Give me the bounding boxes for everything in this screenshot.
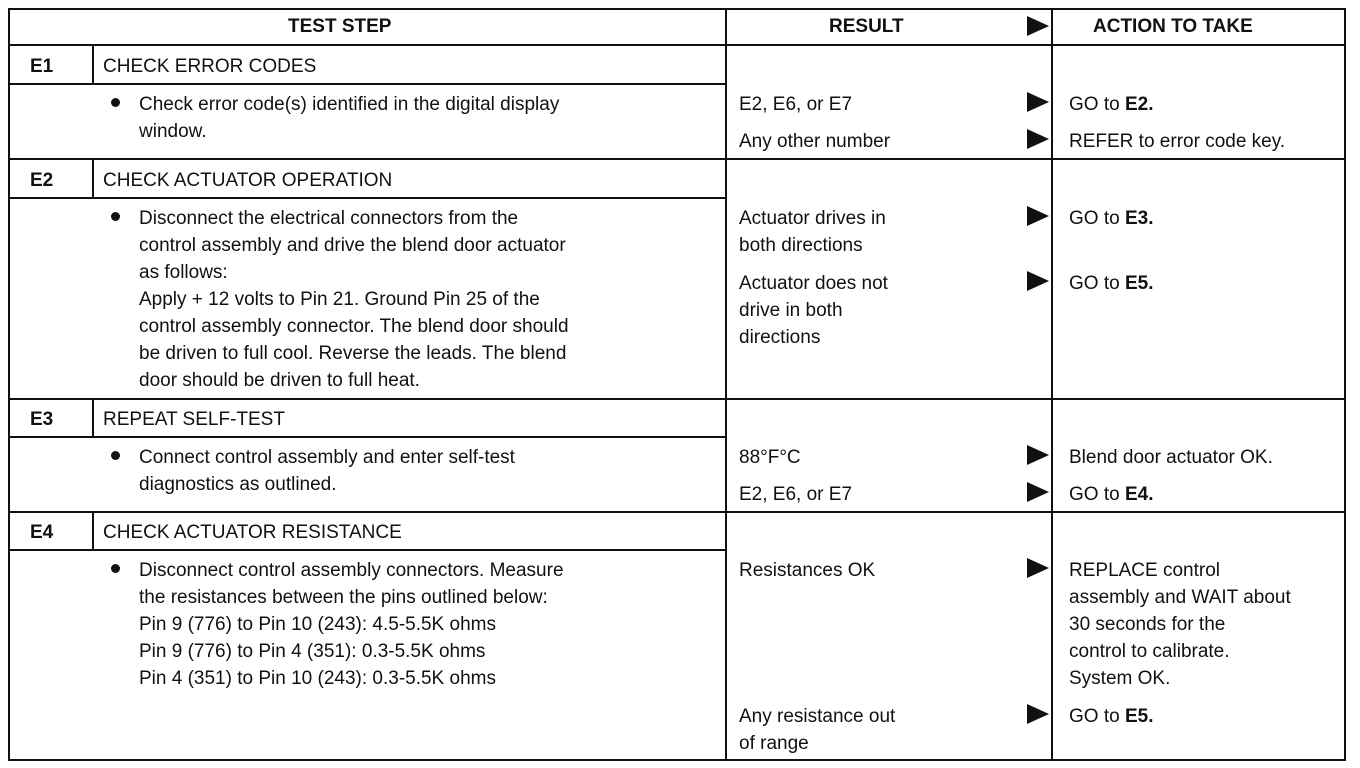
action-step-ref: E2.	[1124, 94, 1154, 115]
bullet-icon	[111, 564, 120, 573]
arrow-icon	[1027, 482, 1049, 502]
step-title-e3: REPEAT SELF-TEST	[103, 409, 285, 430]
header-test-step: TEST STEP	[288, 16, 392, 37]
result-text: E2, E6, or E7	[739, 94, 853, 115]
instruction-line: as follows:	[139, 262, 228, 283]
action-go-label: GO to	[1069, 208, 1125, 229]
step-id-divider	[92, 513, 94, 550]
result-text: Any other number	[739, 131, 891, 152]
arrow-icon	[1027, 558, 1049, 578]
step-id-divider	[92, 400, 94, 437]
step-id-divider	[92, 46, 94, 84]
action-text: assembly and WAIT about	[1069, 587, 1291, 608]
step-id-divider	[92, 160, 94, 198]
action-text: control to calibrate.	[1069, 641, 1230, 662]
step-title-underline	[8, 83, 727, 85]
result-text: Actuator drives in	[739, 208, 886, 229]
instruction-line: Disconnect control assembly connectors. Measure	[139, 560, 564, 581]
result-text: Actuator does not	[739, 273, 888, 294]
result-text: 88°F°C	[739, 447, 801, 468]
instruction-line: be driven to full cool. Reverse the leads. The blend	[139, 343, 567, 364]
result-text: both directions	[739, 235, 863, 256]
bullet-icon	[111, 212, 120, 221]
result-column-divider	[725, 8, 727, 761]
step-divider	[8, 511, 1346, 513]
arrow-icon	[1027, 445, 1049, 465]
step-id-e4: E4	[30, 522, 54, 543]
instruction-line: Pin 4 (351) to Pin 10 (243): 0.3-5.5K ohms	[139, 668, 496, 689]
action-go-label: GO to	[1069, 484, 1125, 505]
action-go-label: GO to	[1069, 273, 1125, 294]
arrow-icon	[1027, 704, 1049, 724]
step-id-e1: E1	[30, 56, 54, 77]
instruction-line: Apply + 12 volts to Pin 21. Ground Pin 25 of the	[139, 289, 540, 310]
arrow-icon	[1027, 92, 1049, 112]
arrow-icon	[1027, 206, 1049, 226]
instruction-line: Connect control assembly and enter self-test	[139, 447, 515, 468]
header-result: RESULT	[829, 16, 904, 37]
instruction-line: control assembly and drive the blend door actuator	[139, 235, 566, 256]
action-text: REPLACE control	[1069, 560, 1221, 581]
action-text: REFER to error code key.	[1069, 131, 1286, 152]
instruction-line: the resistances between the pins outlined below:	[139, 587, 548, 608]
action-text: Blend door actuator OK.	[1069, 447, 1273, 468]
arrow-icon	[1027, 129, 1049, 149]
result-text: of range	[739, 733, 809, 754]
action-text	[1069, 91, 1154, 118]
step-title-e4: CHECK ACTUATOR RESISTANCE	[103, 522, 402, 543]
action-text: 30 seconds for the	[1069, 614, 1226, 635]
header-divider	[8, 44, 1346, 46]
instruction-line: diagnostics as outlined.	[139, 474, 337, 495]
action-go-label: GO to	[1069, 94, 1125, 115]
result-text: drive in both	[739, 300, 843, 321]
instruction-line: Pin 9 (776) to Pin 4 (351): 0.3-5.5K ohms	[139, 641, 486, 662]
action-text: System OK.	[1069, 668, 1171, 689]
step-title-e1: CHECK ERROR CODES	[103, 56, 317, 77]
instruction-line: Disconnect the electrical connectors from the	[139, 208, 519, 229]
action-step-ref: E3.	[1124, 208, 1154, 229]
step-id-e2: E2	[30, 170, 54, 191]
step-title-underline	[8, 549, 727, 551]
bullet-icon	[111, 98, 120, 107]
result-text: Any resistance out	[739, 706, 896, 727]
step-title-underline	[8, 436, 727, 438]
instruction-line: door should be driven to full heat.	[139, 370, 420, 391]
step-divider	[8, 398, 1346, 400]
header-action: ACTION TO TAKE	[1093, 16, 1253, 37]
step-id-e3: E3	[30, 409, 54, 430]
result-text: Resistances OK	[739, 560, 876, 581]
action-text	[1069, 205, 1154, 232]
step-divider	[8, 158, 1346, 160]
action-text	[1069, 703, 1154, 730]
action-column-divider	[1051, 8, 1053, 761]
action-step-ref: E5.	[1124, 273, 1154, 294]
header-arrow-icon	[1027, 16, 1049, 36]
action-text	[1069, 270, 1154, 297]
instruction-line: control assembly connector. The blend door should	[139, 316, 569, 337]
action-go-label: GO to	[1069, 706, 1125, 727]
action-step-ref: E5.	[1124, 706, 1154, 727]
result-text: directions	[739, 327, 821, 348]
step-title-e2: CHECK ACTUATOR OPERATION	[103, 170, 393, 191]
bullet-icon	[111, 451, 120, 460]
action-text	[1069, 481, 1154, 508]
action-step-ref: E4.	[1124, 484, 1154, 505]
instruction-line: Pin 9 (776) to Pin 10 (243): 4.5-5.5K ohms	[139, 614, 496, 635]
step-title-underline	[8, 197, 727, 199]
instruction-line: Check error code(s) identified in the digital display	[139, 94, 560, 115]
instruction-line: window.	[139, 121, 207, 142]
result-text: E2, E6, or E7	[739, 484, 853, 505]
arrow-icon	[1027, 271, 1049, 291]
